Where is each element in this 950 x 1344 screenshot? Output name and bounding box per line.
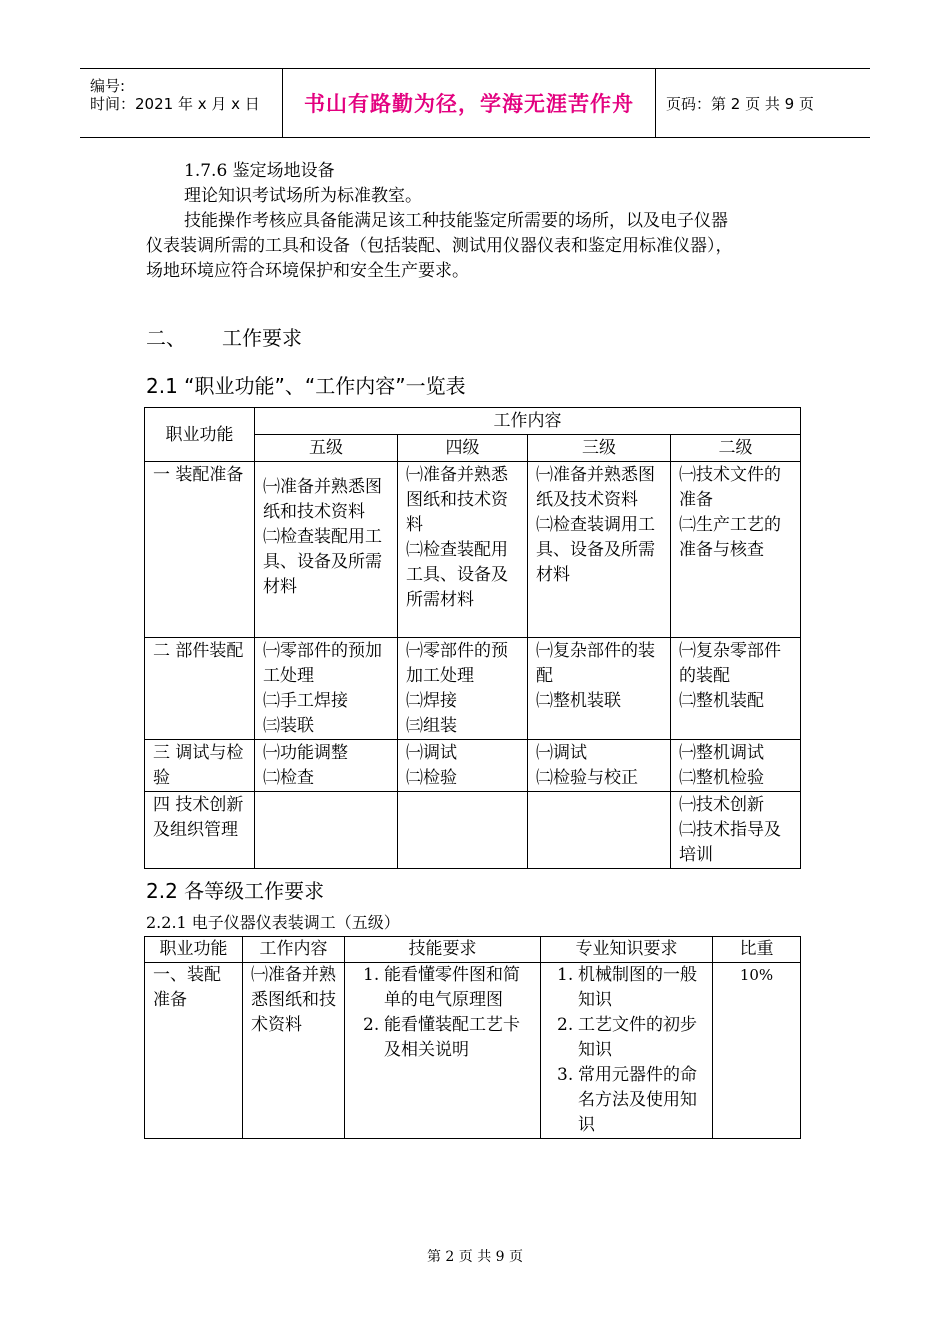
table1-header-content: 工作内容 (255, 408, 801, 435)
level5-requirements-table (144, 936, 801, 1139)
table2-row-skills (345, 963, 541, 1139)
skill-2-number: 2. (363, 1015, 380, 1035)
table1-row4-level3 (528, 792, 671, 869)
table2-header-weight: 比重 (713, 937, 801, 963)
table1-row1-level5: ㈠准备并熟悉图纸和技术资料 ㈡检查装配用工具、设备及所需材料 (255, 462, 398, 638)
table1-level-4: 四级 (398, 435, 528, 462)
list-item (357, 963, 534, 1013)
knowledge-3-number: 3. (557, 1065, 574, 1085)
table1-level-2: 二级 (671, 435, 801, 462)
header-meta (80, 69, 282, 137)
table1-row1-level3: ㈠准备并熟悉图纸及技术资料 ㈡检查装调用工具、设备及所需材料 (528, 462, 671, 638)
skill-1-number: 1. (363, 965, 380, 985)
section-176-paragraph-2-line-1: 技能操作考核应具备能满足该工种技能鉴定所需要的场所，以及电子仪器 (184, 211, 728, 231)
table-row (145, 638, 801, 740)
list-item (357, 1013, 534, 1063)
table1-row4-level2: ㈠技术创新 ㈡技术指导及培训 (671, 792, 801, 869)
document-time-label: 时间：2021 年 x 月 x 日 (90, 95, 260, 113)
section-22-title: 2.2 各等级工作要求 (146, 879, 325, 903)
table1-row2-function: 二 部件装配 (145, 638, 255, 740)
table2-row-knowledge (541, 963, 713, 1139)
list-item (551, 1013, 706, 1063)
table1-row4-level5 (255, 792, 398, 869)
table2-header-function: 职业功能 (145, 937, 243, 963)
section-21-title: 2.1 “职业功能”、“工作内容”一览表 (146, 374, 466, 398)
table-row (145, 740, 801, 792)
table1-level-3: 三级 (528, 435, 671, 462)
knowledge-1-text: 机械制图的一般知识 (578, 965, 697, 1010)
section-176-paragraph-2-line-2: 仪表装调所需的工具和设备（包括装配、测试用仪器仪表和鉴定用标准仪器）， (146, 236, 733, 256)
table1-row4-function: 四 技术创新及组织管理 (145, 792, 255, 869)
table1-row4-level4 (398, 792, 528, 869)
table1-row1-level2: ㈠技术文件的准备 ㈡生产工艺的准备与核查 (671, 462, 801, 638)
table1-row3-level4: ㈠调试 ㈡检验 (398, 740, 528, 792)
knowledge-2-number: 2. (557, 1015, 574, 1035)
section-176-title: 1.7.6 鉴定场地设备 (184, 161, 335, 181)
skill-2-text: 能看懂装配工艺卡及相关说明 (384, 1015, 520, 1060)
list-item (551, 963, 706, 1013)
table2-row-content: ㈠准备并熟悉图纸和技术资料 (243, 963, 345, 1139)
table2-header-content: 工作内容 (243, 937, 345, 963)
knowledge-3-text: 常用元器件的命名方法及使用知识 (578, 1065, 697, 1135)
header-motto: 书山有路勤为径，学海无涯苦作舟 (304, 92, 634, 116)
list-item (551, 1063, 706, 1138)
table1-row3-level2: ㈠整机调试 ㈡整机检验 (671, 740, 801, 792)
table1-level-5: 五级 (255, 435, 398, 462)
section-176-paragraph-1: 理论知识考试场所为标准教室。 (184, 186, 422, 206)
header-page-label: 页码：第 2 页 共 9 页 (666, 94, 814, 113)
knowledge-2-text: 工艺文件的初步知识 (578, 1015, 697, 1060)
table1-row2-level4: ㈠零部件的预加工处理 ㈡焊接 ㈢组装 (398, 638, 528, 740)
section-2-number: 二、 (146, 326, 186, 350)
table1-row3-level3: ㈠调试 ㈡检验与校正 (528, 740, 671, 792)
knowledge-1-number: 1. (557, 965, 574, 985)
section-2-title: 工作要求 (222, 326, 302, 350)
function-content-table (144, 407, 801, 869)
table1-row3-function: 三 调试与检验 (145, 740, 255, 792)
section-221-title: 2.2.1 电子仪器仪表装调工（五级） (146, 913, 400, 932)
table1-row1-function: 一 装配准备 (145, 462, 255, 638)
table-row (145, 792, 801, 869)
section-176-paragraph-2-line-3: 场地环境应符合环境保护和安全生产要求。 (146, 261, 469, 281)
table1-row2-level3: ㈠复杂部件的装配 ㈡整机装联 (528, 638, 671, 740)
table1-row2-level2: ㈠复杂零部件的装配 ㈡整机装配 (671, 638, 801, 740)
page-footer: 第 2 页 共 9 页 (426, 1249, 524, 1265)
header-motto-cell (282, 69, 656, 137)
table1-row2-level5: ㈠零部件的预加工处理 ㈡手工焊接 ㈢装联 (255, 638, 398, 740)
table2-header-knowledge: 专业知识要求 (541, 937, 713, 963)
table2-header-skills: 技能要求 (345, 937, 541, 963)
page-header (80, 68, 870, 138)
table2-row-weight: 10% (713, 963, 801, 1139)
skill-1-text: 能看懂零件图和简单的电气原理图 (384, 965, 520, 1010)
header-page-cell (656, 69, 870, 137)
table1-row3-level5: ㈠功能调整 ㈡检查 (255, 740, 398, 792)
table1-header-function: 职业功能 (145, 408, 255, 462)
table-row (145, 462, 801, 638)
table2-row-function: 一、装配准备 (145, 963, 243, 1139)
table1-row1-level4: ㈠准备并熟悉图纸和技术资料 ㈡检查装配用工具、设备及所需材料 (398, 462, 528, 638)
document-number-label: 编号: (90, 77, 126, 95)
table-row (145, 963, 801, 1139)
